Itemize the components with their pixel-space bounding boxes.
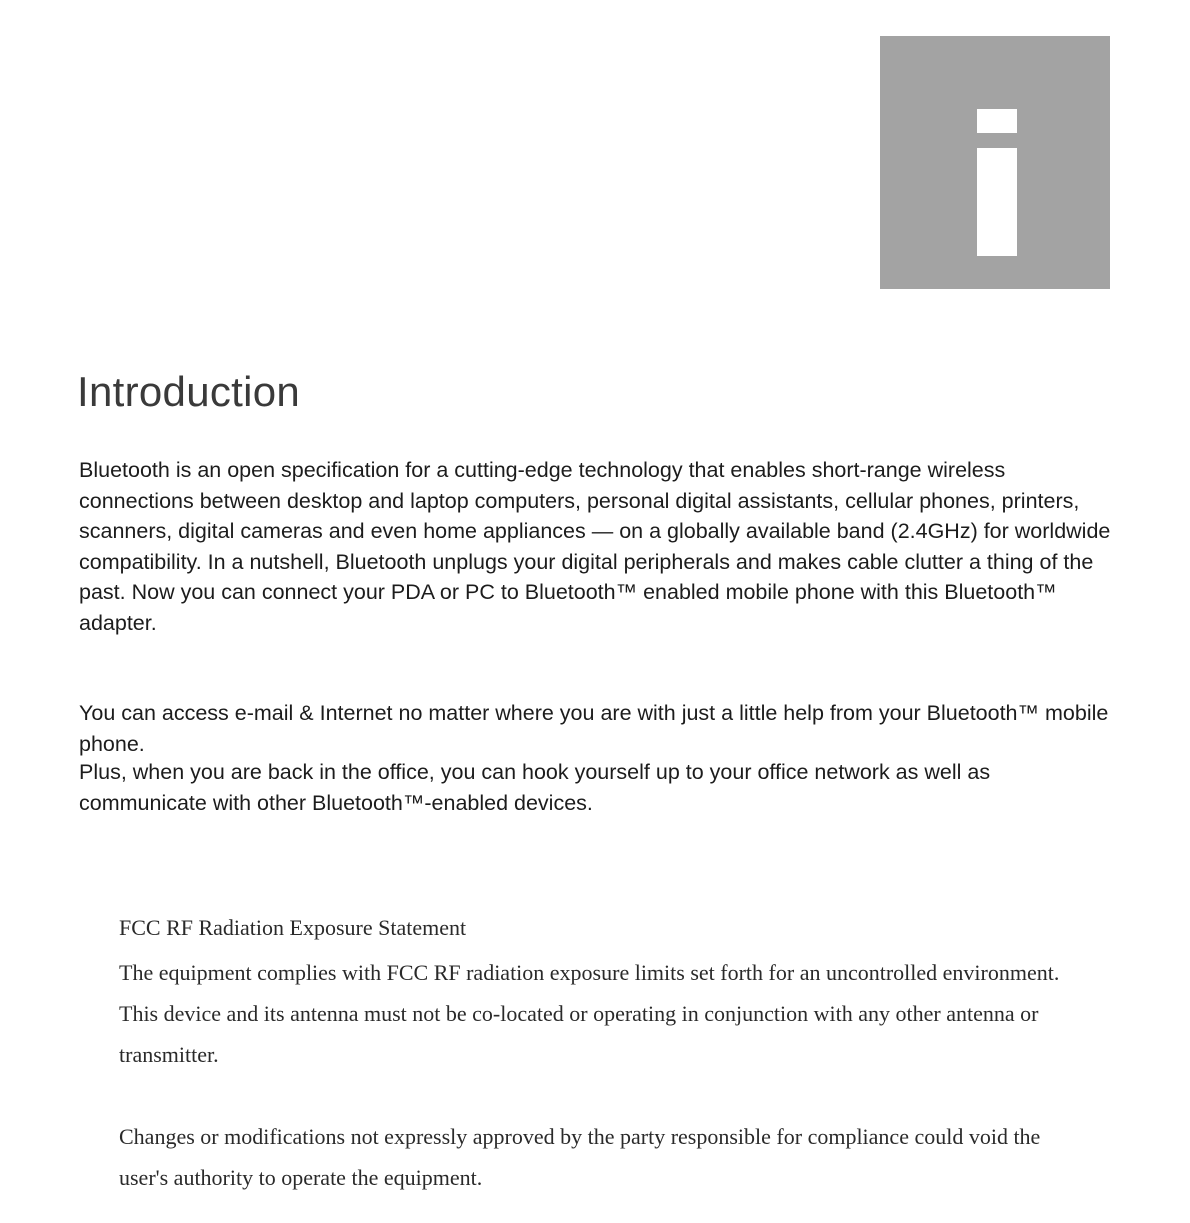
intro-paragraph-2: You can access e-mail & Internet no matter where you are with just a little help from your Bluetooth™ mobile phone. (79, 701, 1109, 756)
fcc-statement-paragraph-1: The equipment complies with FCC RF radiation exposure limits set forth for an uncontrolled environment. This device and its antenna must not be co-located or operating in conjunction with any other antenna or transmitter. (119, 960, 1060, 1067)
fcc-statement-paragraph-2: Changes or modifications not expressly approved by the party responsible for compliance could void the user's authority to operate the equipment. (119, 1124, 1041, 1190)
chapter-badge (880, 36, 1110, 289)
fcc-heading: FCC RF Radiation Exposure Statement (119, 915, 467, 940)
intro-paragraph-3: Plus, when you are back in the office, you can hook yourself up to your office network as well as communicate with other Bluetooth™-enabled devices. (79, 760, 991, 815)
info-icon-stem (977, 148, 1017, 256)
intro-paragraph-1: Bluetooth is an open specification for a cutting-edge technology that enables short-range wireless connections between desktop and laptop computers, personal digital assistants, cellular phones, printers, scanners, digital cameras and even home appliances — on a globally available band (2.4GHz) for worldwide compatibility. In a nutshell, Bluetooth unplugs your digital peripherals and makes cable clutter a thing of the past. Now you can connect your PDA or PC to Bluetooth™ enabled mobile phone with this Bluetooth™ adapter. (79, 458, 1111, 635)
info-icon-dot (977, 109, 1017, 133)
page-title: Introduction (77, 368, 301, 415)
